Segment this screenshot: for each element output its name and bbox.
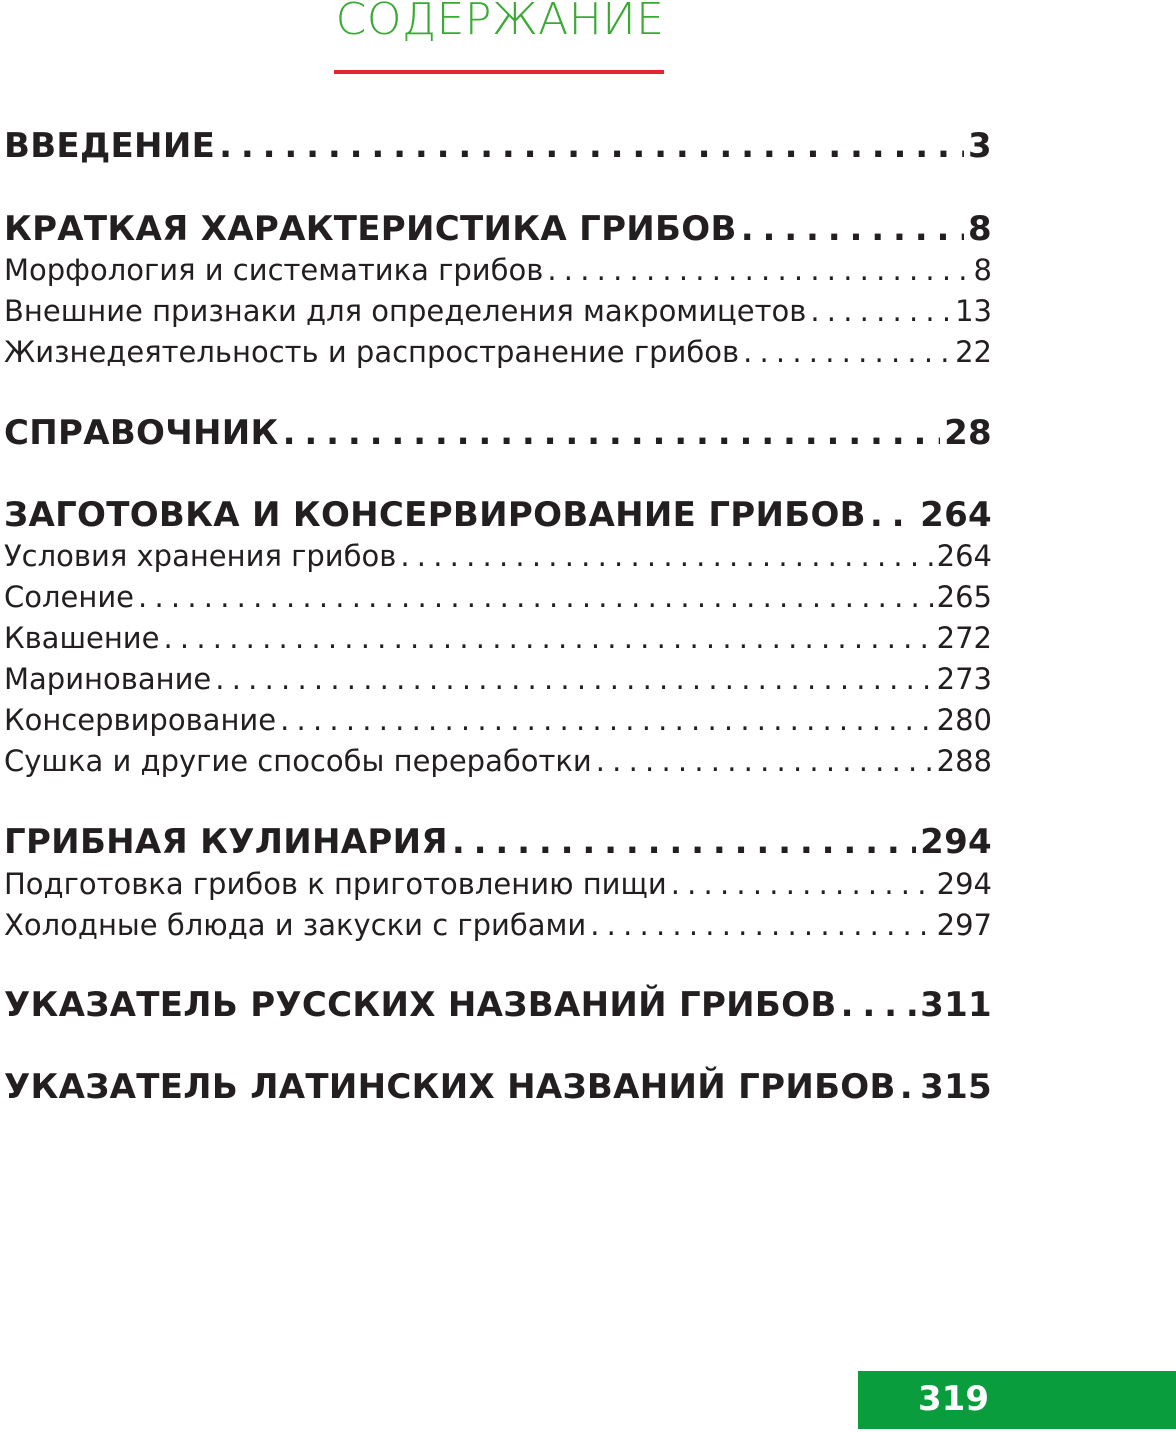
toc-subentry-title: Соление xyxy=(4,580,135,614)
dot-leader xyxy=(138,578,933,616)
dot-leader xyxy=(590,906,932,944)
toc-subentry[interactable] xyxy=(4,578,992,616)
toc-subentry-page: 8 xyxy=(973,253,992,287)
dot-leader xyxy=(743,333,951,371)
toc-subentry-page: 280 xyxy=(936,703,992,737)
toc-subentry-page: 273 xyxy=(936,662,992,696)
toc-entry[interactable] xyxy=(4,820,992,864)
dot-leader xyxy=(870,493,916,537)
page-number-badge xyxy=(858,1371,1176,1429)
toc-subentry-page: 288 xyxy=(936,744,992,778)
dot-leader xyxy=(547,251,969,289)
toc-entry[interactable] xyxy=(4,411,992,455)
toc-entry-title: СПРАВОЧНИК xyxy=(4,413,279,453)
toc-subentry-title: Жизнедеятельность и распространение грибов xyxy=(4,335,740,369)
dot-leader xyxy=(452,820,916,864)
toc-entry-page: 311 xyxy=(920,985,992,1025)
toc-subentry[interactable] xyxy=(4,701,992,739)
dot-leader xyxy=(163,619,932,657)
toc-entry-page: 8 xyxy=(968,209,992,249)
toc-entry-title: УКАЗАТЕЛЬ ЛАТИНСКИХ НАЗВАНИЙ ГРИБОВ xyxy=(4,1067,896,1107)
toc-entry-title: ВВЕДЕНИЕ xyxy=(4,126,216,166)
toc-entry-title: УКАЗАТЕЛЬ РУССКИХ НАЗВАНИЙ ГРИБОВ xyxy=(4,985,837,1025)
toc-subentry-title: Сушка и другие способы переработки xyxy=(4,744,592,778)
toc-subentry-page: 265 xyxy=(936,580,992,614)
toc-entry[interactable] xyxy=(4,493,992,537)
toc-subentry-page: 13 xyxy=(955,294,992,328)
toc-subentry-page: 297 xyxy=(936,908,992,942)
dot-leader xyxy=(900,1065,916,1109)
dot-leader xyxy=(596,742,933,780)
toc-subentry[interactable] xyxy=(4,865,992,903)
toc-entry[interactable] xyxy=(4,124,992,168)
toc-subentry-title: Подготовка грибов к приготовлению пищи xyxy=(4,867,667,901)
title-underline xyxy=(334,70,664,74)
toc-entry[interactable] xyxy=(4,1065,992,1109)
toc-subentry[interactable] xyxy=(4,251,992,289)
dot-leader xyxy=(400,537,932,575)
dot-leader xyxy=(280,701,933,739)
toc-subentry-title: Морфология и систематика грибов xyxy=(4,253,544,287)
toc-subentry[interactable] xyxy=(4,292,992,330)
toc-entry-title: КРАТКАЯ ХАРАКТЕРИСТИКА ГРИБОВ xyxy=(4,209,737,249)
dot-leader xyxy=(810,292,951,330)
toc-subentry-page: 22 xyxy=(955,335,992,369)
toc-subentry-title: Холодные блюда и закуски с грибами xyxy=(4,908,587,942)
toc-subentry-page: 272 xyxy=(936,621,992,655)
toc-subentry-title: Консервирование xyxy=(4,703,277,737)
toc-subentry-page: 264 xyxy=(936,539,992,573)
toc-subentry[interactable] xyxy=(4,906,992,944)
toc-entry-page: 264 xyxy=(920,495,992,535)
page-title: СОДЕРЖАНИЕ xyxy=(335,0,665,45)
toc-entry-title: ГРИБНАЯ КУЛИНАРИЯ xyxy=(4,822,448,862)
toc-entry-page: 28 xyxy=(944,413,992,453)
toc-subentry[interactable] xyxy=(4,619,992,657)
dot-leader xyxy=(283,411,940,455)
dot-leader xyxy=(841,983,917,1027)
dot-leader xyxy=(215,660,932,698)
dot-leader xyxy=(219,124,964,168)
toc-entry-page: 315 xyxy=(920,1067,992,1107)
toc-subentry[interactable] xyxy=(4,333,992,371)
toc-subentry-title: Внешние признаки для определения макромицетов xyxy=(4,294,807,328)
toc-entry-page: 3 xyxy=(968,126,992,166)
toc-subentry-page: 294 xyxy=(936,867,992,901)
dot-leader xyxy=(671,865,933,903)
toc-entry[interactable] xyxy=(4,207,992,251)
toc-subentry[interactable] xyxy=(4,660,992,698)
toc-entry-page: 294 xyxy=(920,822,992,862)
toc-subentry[interactable] xyxy=(4,537,992,575)
page-number: 319 xyxy=(918,1379,989,1419)
toc-subentry-title: Маринование xyxy=(4,662,212,696)
toc-entry[interactable] xyxy=(4,983,992,1027)
toc-subentry[interactable] xyxy=(4,742,992,780)
dot-leader xyxy=(741,207,964,251)
toc-entry-title: ЗАГОТОВКА И КОНСЕРВИРОВАНИЕ ГРИБОВ xyxy=(4,495,866,535)
toc-subentry-title: Квашение xyxy=(4,621,160,655)
toc-subentry-title: Условия хранения грибов xyxy=(4,539,397,573)
